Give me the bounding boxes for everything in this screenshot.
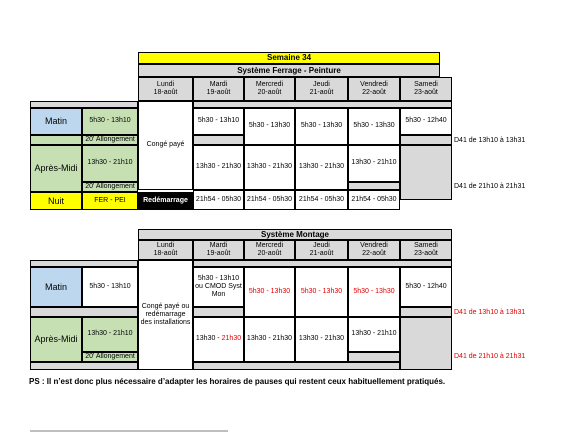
- schedule-cell: 13h30 - 21h30: [193, 145, 244, 190]
- allongement: 20' Allongement: [82, 352, 138, 362]
- schedule-cell: 13h30 - 21h10: [348, 317, 400, 352]
- time-start: 13h30 -: [195, 335, 220, 343]
- day-header: [400, 240, 452, 260]
- spacer-cell: [400, 317, 452, 370]
- schedule-cell: 5h30 - 13h10: [193, 108, 244, 135]
- ps-note: PS : Il n’est donc plus nécessaire d’adapter les horaires de pauses qui restent ceux habituellement pratiqués.: [29, 377, 446, 386]
- day-date: 21-août: [309, 89, 334, 96]
- day-header: [244, 77, 295, 101]
- redemarrage: Redémarrage: [138, 192, 193, 210]
- day-date: 23-août: [414, 250, 438, 257]
- spacer-row: [193, 362, 400, 370]
- day-header: [138, 77, 193, 101]
- day-name: Vendredi: [360, 241, 388, 249]
- day-header: [400, 77, 452, 101]
- schedule-cell: 21h54 - 05h30: [244, 190, 295, 210]
- day-name: Mercredi: [255, 80, 284, 88]
- schedule-cell: 13h30 - 21h10: [348, 145, 400, 182]
- spacer-row: [193, 101, 452, 108]
- spacer-row: [30, 307, 138, 317]
- schedule-cell: 5h30 - 13h30: [348, 108, 400, 145]
- day-date: 19-août: [206, 89, 231, 96]
- shift-hours: FER - PEI: [82, 192, 138, 210]
- spacer-cell: [400, 307, 452, 317]
- day-name: Jeudi: [313, 241, 330, 249]
- note-apres: D41 de 21h10 à 21h31: [454, 353, 526, 360]
- day-date: 20-août: [257, 89, 282, 96]
- shift-hours: 5h30 - 13h10: [82, 108, 138, 135]
- day-name: Samedi: [414, 80, 438, 88]
- divider: [30, 430, 228, 432]
- spacer-cell: [193, 135, 244, 145]
- system2-title: Système Montage: [138, 229, 452, 240]
- schedule-cell: 5h30 - 13h10 ou CMOD Syst Mon: [193, 267, 244, 307]
- schedule-cell: 5h30 - 13h30: [295, 267, 348, 317]
- schedule-cell: 5h30 - 13h30: [295, 108, 348, 145]
- schedule-cell: 5h30 - 12h40: [400, 108, 452, 135]
- note-matin: D41 de 13h10 à 13h31: [454, 309, 526, 316]
- allongement: 20' Allongement: [82, 182, 138, 192]
- spacer-cell: [400, 135, 452, 145]
- spacer-row: [30, 362, 138, 370]
- note-apres: D41 de 21h10 à 21h31: [454, 183, 526, 190]
- lundi-conge: Congé payé: [138, 101, 193, 190]
- day-header: [295, 240, 348, 260]
- day-header: [193, 77, 244, 101]
- schedule-cell: 5h30 - 12h40: [400, 267, 452, 307]
- shift-blank: [30, 135, 82, 145]
- note-matin: D41 de 13h10 à 13h31: [454, 137, 526, 144]
- shift-label-matin: Matin: [30, 267, 82, 307]
- schedule-cell: 21h54 - 05h30: [295, 190, 348, 210]
- day-name: Samedi: [414, 241, 438, 249]
- schedule-cell: 13h30 - 21h30: [244, 145, 295, 190]
- schedule-cell: 5h30 - 13h30: [244, 108, 295, 145]
- schedule-cell: 13h30 - 21h30: [295, 317, 348, 362]
- day-name: Lundi: [156, 241, 175, 249]
- day-header: [348, 240, 400, 260]
- schedule-cell: 5h30 - 13h30: [244, 267, 295, 317]
- spacer-cell: [348, 182, 400, 190]
- day-date: 21-août: [309, 250, 334, 257]
- shift-label-apres: Après-Midi: [30, 145, 82, 192]
- system1-title: Système Ferrage - Peinture: [138, 64, 440, 77]
- day-date: 18-août: [153, 89, 178, 96]
- lundi-montage: Congé payé ou redémarrage des installations: [138, 260, 193, 370]
- shift-label-matin: Matin: [30, 108, 82, 135]
- day-header: [295, 77, 348, 101]
- schedule-cell: 13h30 - 21h30: [244, 317, 295, 362]
- time-end: 21h30: [221, 335, 242, 343]
- day-date: 18-août: [153, 250, 178, 257]
- day-date: 23-août: [414, 89, 438, 96]
- shift-label-apres: Après-Midi: [30, 317, 82, 362]
- shift-hours: 13h30 - 21h10: [82, 317, 138, 352]
- day-name: Mardi: [209, 241, 228, 249]
- shift-hours: 5h30 - 13h10: [82, 267, 138, 307]
- day-header: [138, 240, 193, 260]
- day-date: 22-août: [362, 89, 386, 96]
- day-header: [193, 240, 244, 260]
- day-name: Mercredi: [255, 241, 284, 249]
- allongement: 20' Allongement: [82, 135, 138, 145]
- schedule-cell: 21h54 - 05h30: [193, 190, 244, 210]
- schedule-cell: [193, 317, 244, 362]
- day-date: 22-août: [362, 250, 386, 257]
- day-header: [244, 240, 295, 260]
- day-name: Lundi: [156, 80, 175, 88]
- day-name: Mardi: [209, 80, 228, 88]
- day-date: 20-août: [257, 250, 282, 257]
- spacer-row: [30, 260, 138, 267]
- day-date: 19-août: [206, 250, 231, 257]
- spacer-row: [193, 260, 452, 267]
- shift-hours: 13h30 - 21h10: [82, 145, 138, 182]
- day-name: Vendredi: [360, 80, 388, 88]
- spacer-row: [30, 101, 138, 108]
- day-name: Jeudi: [313, 80, 330, 88]
- schedule-cell: 13h30 - 21h30: [295, 145, 348, 190]
- schedule-cell: 5h30 - 13h30: [348, 267, 400, 317]
- shift-label-nuit: Nuit: [30, 192, 82, 210]
- day-header: [348, 77, 400, 101]
- spacer-cell: [348, 352, 400, 362]
- spacer-cell: [400, 145, 452, 200]
- week-title: Semaine 34: [138, 52, 440, 64]
- spacer-cell: [193, 307, 244, 317]
- schedule-cell: 21h54 - 05h30: [348, 190, 400, 210]
